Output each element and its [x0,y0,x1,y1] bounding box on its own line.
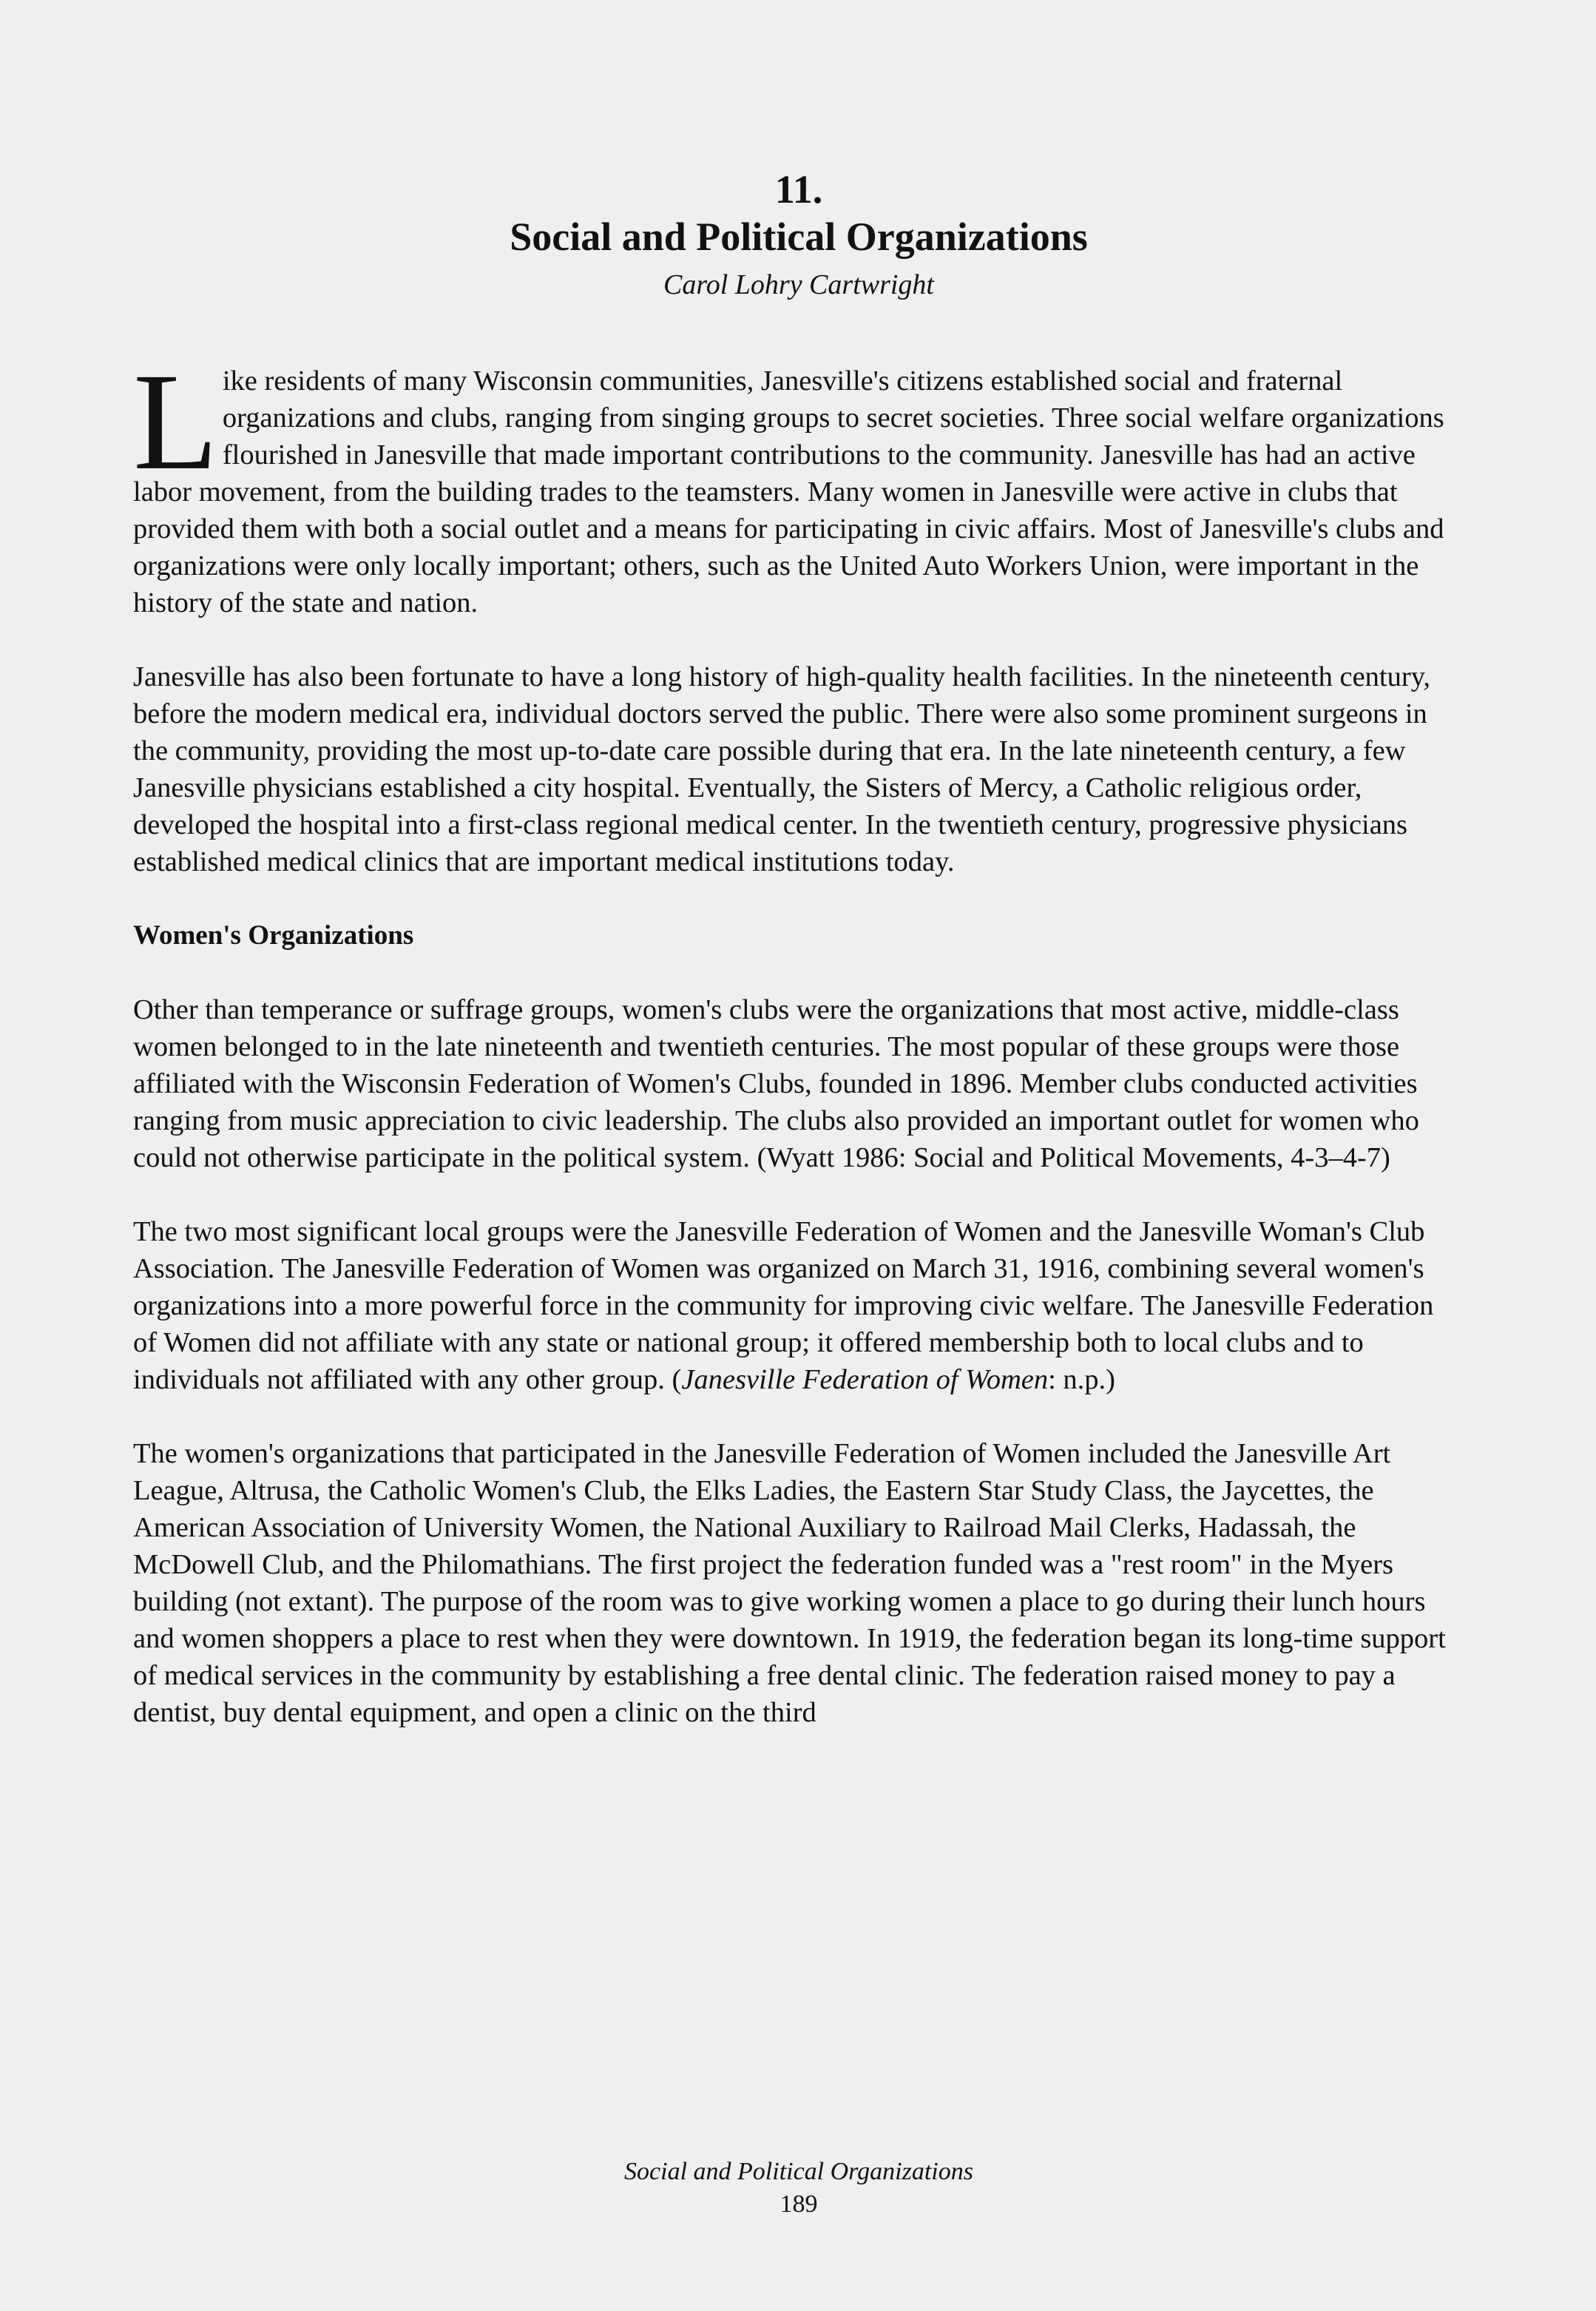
citation-title: Janesville Federation of Women [681,1364,1049,1395]
section-heading-womens-organizations: Women's Organizations [133,920,414,951]
page-number: 189 [780,2190,818,2218]
citation-rest: : n.p.) [1048,1364,1115,1395]
author-byline: Carol Lohry Cartwright [663,269,934,300]
chapter-number: 11. [774,167,823,212]
intro-paragraph-2: Janesville has also been fortunate to have a long history of high-quality health facilities. In the nineteenth century, before the modern medical era, individual doctors served the public. There were also some prominent surgeons in the community, providing the most up-to-date care possible during that era. In the late nineteenth century, a few Janesville physicians established a city hospital. Eventually, the Sisters of Mercy, a Catholic religious order, developed the hospital into a first-class regional medical center. In the twentieth century, progressive physicians established medical clinics that are important medical institutions today. [133,661,1431,877]
womens-paragraph-1: Other than temperance or suffrage groups, women's clubs were the organizations that most active, middle-class women belonged to in the late nineteenth and twentieth centuries. The most popular of these groups were those affiliated with the Wisconsin Federation of Women's Clubs, founded in 1896. Member clubs conducted activities ranging from music appreciation to civic leadership. The clubs also provided an important outlet for women who could not otherwise participate in the political system. (Wyatt 1986: Social and Political Movements, 4-3–4-7) [133,994,1419,1173]
intro-paragraph-1 [133,344,1464,621]
drop-cap: L [133,344,218,499]
womens-paragraph-3: The women's organizations that participated in the Janesville Federation of Women included the Janesville Art League, Altrusa, the Catholic Women's Club, the Elks Ladies, the Eastern Star Study Class, the Jaycettes, the American Association of University Women, the National Auxiliary to Railroad Mail Clerks, Hadassah, the McDowell Club, and the Philomathians. The first project the federation funded was a "rest room" in the Myers building (not extant). The purpose of the room was to give working women a place to go during their lunch hours and women shoppers a place to rest when they were downtown. In 1919, the federation began its long-time support of medical services in the community by establishing a free dental clinic. The federation raised money to pay a dentist, buy dental equipment, and open a clinic on the third [133,1438,1446,1728]
document-page [133,0,1464,2311]
body-text [133,344,1464,1768]
womens-paragraph-2-text: The two most significant local groups were the Janesville Federation of Women and the Janesville Woman's Club Association. The Janesville Federation of Women was organized on March 31, 1916, combining several women's organizations into a more powerful force in the community for improving civic welfare. The Janesville Federation of Women did not affiliate with any state or national group; it offered membership both to local clubs and to individuals not affiliated with any other group. ( [133,1216,1434,1395]
chapter-title: Social and Political Organizations [510,215,1088,259]
womens-paragraph-2 [133,1213,1464,1398]
intro-paragraph-1-text: ike residents of many Wisconsin communities, Janesville's citizens established social and fraternal organizations and clubs, ranging from singing groups to secret societies. Three social welfare organizations flourished in Janesville that made important contributions to the community. Janesville has had an active labor movement, from the building trades to the teamsters. Many women in Janesville were active in clubs that provided them with both a social outlet and a means for participating in civic affairs. Most of Janesville's clubs and organizations were only locally important; others, such as the United Auto Workers Union, were important in the history of the state and nation. [133,365,1444,618]
running-footer-title: Social and Political Organizations [624,2158,973,2185]
